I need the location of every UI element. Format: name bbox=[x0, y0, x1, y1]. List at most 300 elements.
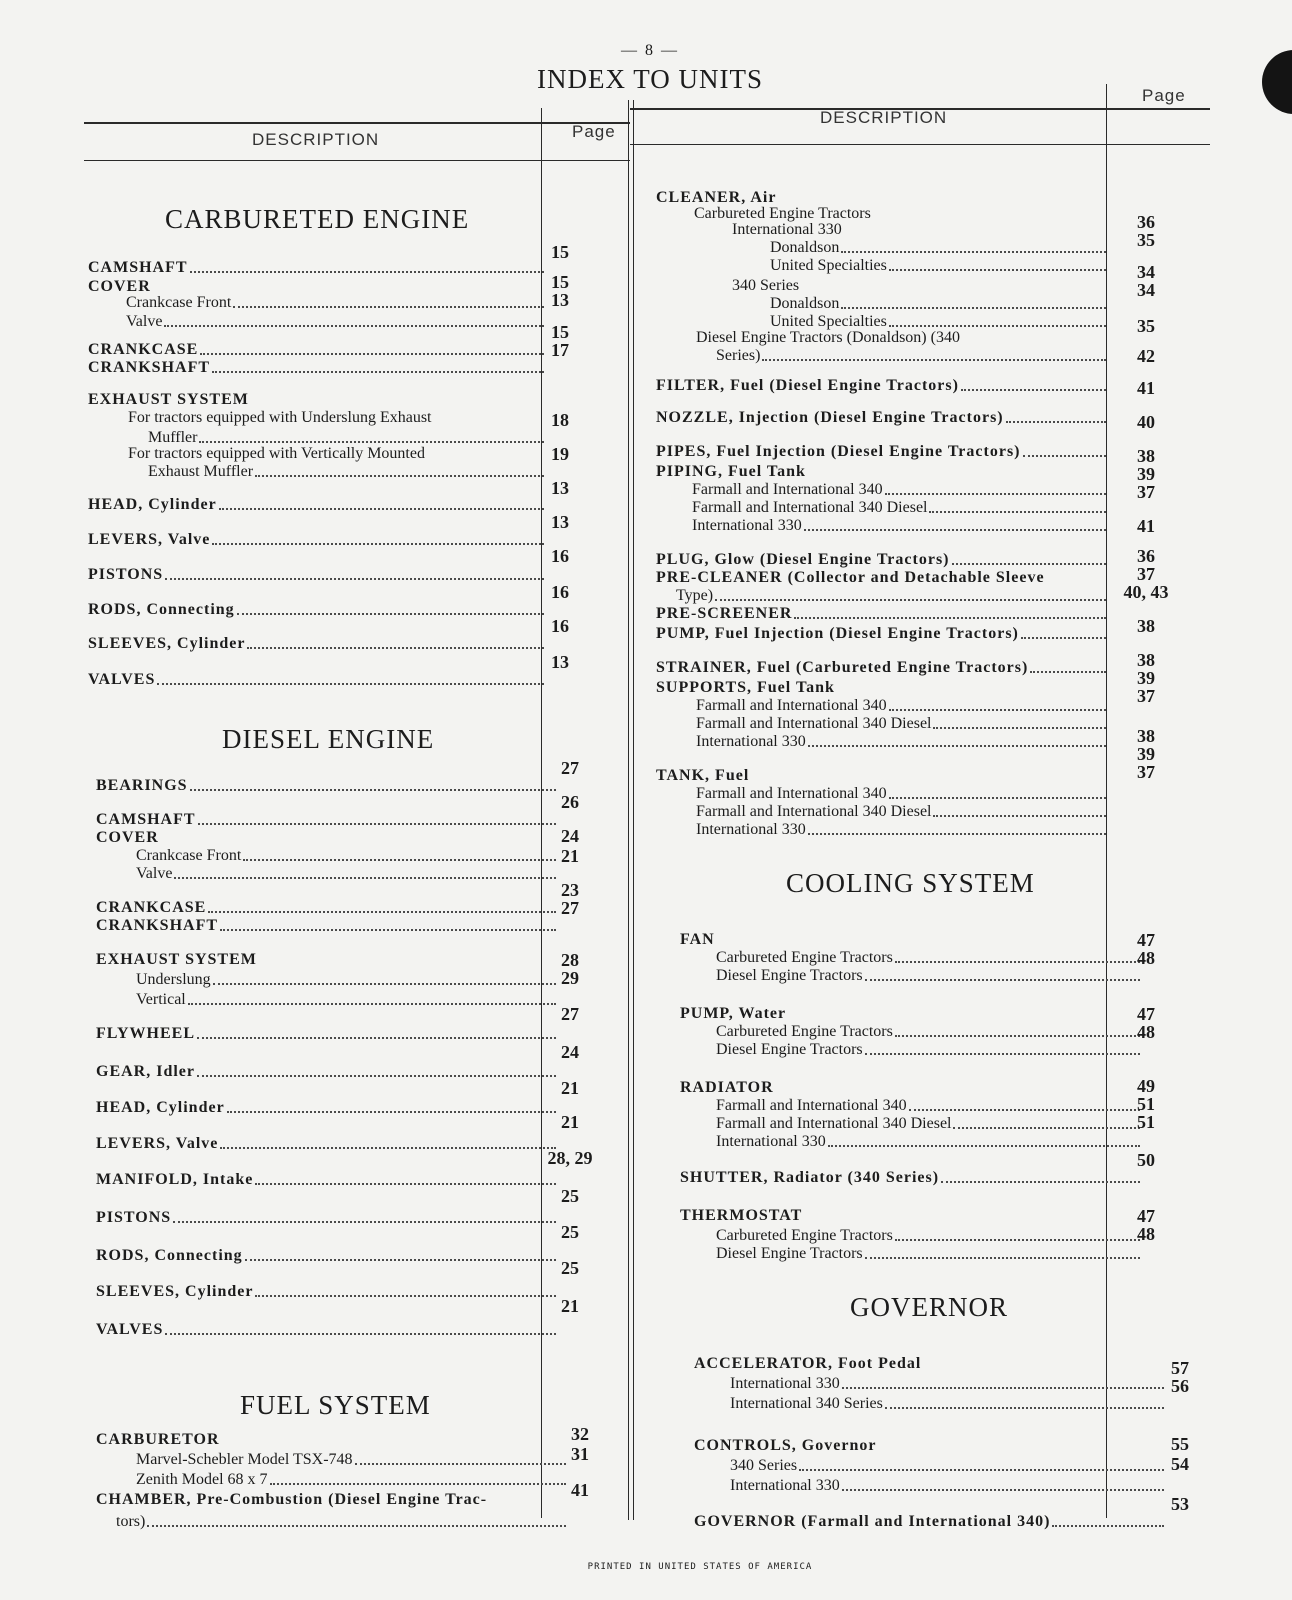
index-entry-label: Farmall and International 340 Diesel bbox=[696, 715, 932, 732]
index-entry-page: 13 bbox=[551, 478, 569, 498]
dot-leader bbox=[889, 796, 1106, 799]
index-entry bbox=[692, 480, 1106, 500]
index-entry-label: EXHAUST SYSTEM bbox=[96, 951, 257, 968]
index-entry-label: VALVES bbox=[96, 1321, 164, 1338]
index-entry bbox=[88, 358, 544, 378]
index-entry-label: Crankcase Front bbox=[126, 294, 232, 311]
index-entry-label: For tractors equipped with Underslung Exhaust bbox=[128, 409, 432, 426]
index-entry-label: FAN bbox=[680, 931, 715, 948]
index-entry-page: 37 bbox=[1137, 686, 1155, 706]
dot-leader bbox=[245, 1258, 556, 1261]
index-entry bbox=[730, 1456, 1164, 1476]
index-entry-label: NOZZLE, Injection (Diesel Engine Tractors) bbox=[656, 409, 1004, 426]
index-entry bbox=[730, 1394, 1164, 1414]
index-entry-label: Donaldson bbox=[770, 295, 840, 312]
index-entry bbox=[88, 634, 544, 654]
index-entry-page: 49 bbox=[1137, 1076, 1155, 1096]
index-entry bbox=[696, 820, 1106, 840]
printed-in-footer: PRINTED IN UNITED STATES OF AMERICA bbox=[587, 1562, 813, 1572]
dot-leader bbox=[190, 270, 544, 273]
index-entry-label: International 330 bbox=[696, 821, 806, 838]
index-entry-label: Valve bbox=[136, 865, 173, 882]
index-entry-label: Farmall and International 340 Diesel bbox=[716, 1115, 952, 1132]
dot-leader bbox=[190, 788, 556, 791]
index-entry-label: Valve bbox=[126, 313, 163, 330]
index-entry-page: 16 bbox=[551, 616, 569, 636]
index-entry-label: COVER bbox=[88, 278, 151, 295]
index-entry bbox=[96, 1062, 556, 1082]
dot-leader bbox=[885, 492, 1106, 495]
index-entry-page: 37 bbox=[1137, 762, 1155, 782]
index-entry bbox=[96, 1170, 556, 1190]
dot-leader bbox=[715, 598, 1106, 601]
dot-leader bbox=[929, 510, 1106, 513]
index-entry-label: Series) bbox=[716, 347, 761, 364]
index-entry-label: PLUG, Glow (Diesel Engine Tractors) bbox=[656, 551, 950, 568]
index-entry-label: International 330 bbox=[732, 221, 842, 238]
index-entry-label: HEAD, Cylinder bbox=[96, 1099, 225, 1116]
index-entry-label: ACCELERATOR, Foot Pedal bbox=[694, 1355, 922, 1372]
index-entry-label: RADIATOR bbox=[680, 1079, 774, 1096]
index-entry-label: GOVERNOR (Farmall and International 340) bbox=[694, 1513, 1051, 1530]
index-entry bbox=[136, 1450, 566, 1470]
dot-leader bbox=[885, 1406, 1164, 1409]
index-entry-label: CHAMBER, Pre-Combustion (Diesel Engine Trac- bbox=[96, 1491, 488, 1508]
index-entry bbox=[96, 776, 556, 796]
section-heading-governor: GOVERNOR bbox=[850, 1292, 1009, 1322]
index-entry-page: 36 bbox=[1137, 546, 1155, 566]
dot-leader bbox=[270, 1482, 566, 1485]
index-entry-label: International 330 bbox=[730, 1375, 840, 1392]
dot-leader bbox=[961, 388, 1106, 391]
index-entry-label: Farmall and International 340 bbox=[716, 1097, 907, 1114]
index-entry bbox=[96, 828, 556, 848]
index-entry-label: Diesel Engine Tractors bbox=[716, 1245, 863, 1262]
index-entry bbox=[696, 714, 1106, 734]
index-entry bbox=[96, 1134, 556, 1154]
index-entry bbox=[656, 408, 1106, 428]
index-entry bbox=[692, 498, 1106, 518]
index-entry-label: International 330 bbox=[696, 733, 806, 750]
dot-leader bbox=[1021, 636, 1106, 639]
index-entry bbox=[96, 1098, 556, 1118]
index-entry bbox=[88, 565, 544, 585]
index-entry bbox=[716, 1040, 1140, 1060]
index-entry-page: 41 bbox=[1137, 378, 1155, 398]
subheader-rule-right bbox=[630, 144, 1210, 145]
index-entry bbox=[136, 970, 556, 990]
index-entry-page: 19 bbox=[551, 444, 569, 464]
index-entry bbox=[692, 516, 1106, 536]
index-entry bbox=[656, 442, 1106, 462]
index-entry-page: 47 bbox=[1137, 930, 1155, 950]
index-entry bbox=[126, 293, 544, 313]
index-entry-page: 25 bbox=[561, 1186, 579, 1206]
dot-leader bbox=[1023, 454, 1107, 457]
index-entry bbox=[732, 220, 1106, 240]
index-entry-label: PIPES, Fuel Injection (Diesel Engine Tractors) bbox=[656, 443, 1021, 460]
index-entry bbox=[716, 1096, 1140, 1116]
index-entry-label: PUMP, Water bbox=[680, 1005, 787, 1022]
index-entry-page: 39 bbox=[1137, 744, 1155, 764]
dot-leader bbox=[157, 682, 544, 685]
index-entry bbox=[770, 238, 1106, 258]
index-entry-label: TANK, Fuel bbox=[656, 767, 750, 784]
index-entry-page: 31 bbox=[571, 1444, 589, 1464]
index-entry bbox=[694, 1436, 1164, 1456]
index-entry-page: 21 bbox=[561, 1296, 579, 1316]
index-entry bbox=[96, 950, 556, 970]
index-entry-page: 25 bbox=[561, 1222, 579, 1242]
section-heading-diesel-engine: DIESEL ENGINE bbox=[222, 724, 435, 754]
index-entry-label: BEARINGS bbox=[96, 777, 188, 794]
index-entry bbox=[696, 802, 1106, 822]
index-entry bbox=[88, 670, 544, 690]
index-entry-page: 37 bbox=[1137, 564, 1155, 584]
index-entry-page: 38 bbox=[1137, 650, 1155, 670]
index-entry bbox=[656, 624, 1106, 644]
index-entry bbox=[680, 1168, 1140, 1188]
dot-leader bbox=[197, 1036, 556, 1039]
dot-leader bbox=[255, 474, 544, 477]
index-entry-page: 47 bbox=[1137, 1004, 1155, 1024]
index-entry bbox=[656, 462, 1106, 482]
index-entry bbox=[136, 990, 556, 1010]
index-entry-page: 15 bbox=[551, 242, 569, 262]
index-entry-label: United Specialties bbox=[770, 313, 887, 330]
section-heading-cooling-system: COOLING SYSTEM bbox=[786, 868, 1035, 898]
index-entry-label: Carbureted Engine Tractors bbox=[716, 1023, 893, 1040]
index-entry-label: PUMP, Fuel Injection (Diesel Engine Tractors) bbox=[656, 625, 1019, 642]
index-entry-label: GEAR, Idler bbox=[96, 1063, 195, 1080]
index-entry-page: 23 bbox=[561, 880, 579, 900]
dot-leader bbox=[220, 1146, 556, 1149]
description-header-right: DESCRIPTION bbox=[820, 108, 948, 127]
dot-leader bbox=[243, 858, 556, 861]
index-entry-label: PISTONS bbox=[96, 1209, 172, 1226]
index-entry bbox=[716, 1244, 1140, 1264]
index-entry-page: 26 bbox=[561, 792, 579, 812]
index-entry-label: Farmall and International 340 Diesel bbox=[692, 499, 928, 516]
index-entry bbox=[656, 766, 1106, 786]
index-entry bbox=[716, 346, 1106, 366]
index-entry bbox=[116, 1512, 566, 1532]
index-entry-page: 34 bbox=[1137, 280, 1155, 300]
index-entry-page: 56 bbox=[1171, 1376, 1189, 1396]
index-entry-page: 35 bbox=[1137, 316, 1155, 336]
index-entry bbox=[126, 312, 544, 332]
index-entry-label: CRANKCASE bbox=[96, 899, 207, 916]
index-entry bbox=[680, 1004, 1140, 1024]
index-entry-label: FLYWHEEL bbox=[96, 1025, 195, 1042]
index-entry bbox=[696, 328, 1106, 348]
dot-leader bbox=[233, 305, 544, 308]
index-entry bbox=[676, 586, 1106, 606]
index-entry-label: Donaldson bbox=[770, 239, 840, 256]
dot-leader bbox=[212, 542, 544, 545]
index-entry-label: tors) bbox=[116, 1513, 146, 1530]
center-divider-a bbox=[628, 100, 629, 1520]
dot-leader bbox=[1052, 1524, 1164, 1527]
index-entry-page: 16 bbox=[551, 582, 569, 602]
dot-leader bbox=[1030, 670, 1106, 673]
dot-leader bbox=[199, 440, 544, 443]
dot-leader bbox=[889, 268, 1106, 271]
index-entry-label: Vertical bbox=[136, 991, 186, 1008]
index-entry bbox=[128, 444, 544, 464]
index-entry bbox=[656, 376, 1106, 396]
index-entry-page: 16 bbox=[551, 546, 569, 566]
index-entry-label: SLEEVES, Cylinder bbox=[88, 635, 246, 652]
index-entry-label: CRANKSHAFT bbox=[88, 359, 211, 376]
index-entry-label: Farmall and International 340 bbox=[692, 481, 883, 498]
index-entry-page: 38 bbox=[1137, 726, 1155, 746]
page-number: — 8 — bbox=[621, 42, 679, 59]
index-entry-page: 25 bbox=[561, 1258, 579, 1278]
index-entry bbox=[96, 1490, 566, 1510]
index-entry-page: 41 bbox=[571, 1480, 589, 1500]
index-entry bbox=[136, 864, 556, 884]
index-entry bbox=[88, 340, 544, 360]
index-entry-label: PIPING, Fuel Tank bbox=[656, 463, 806, 480]
subheader-rule-left bbox=[84, 160, 630, 161]
index-entry-page: 40, 43 bbox=[1123, 582, 1169, 602]
index-entry-label: THERMOSTAT bbox=[680, 1207, 803, 1224]
index-entry bbox=[680, 1206, 1140, 1226]
punch-hole bbox=[1262, 50, 1292, 114]
index-entry-page: 54 bbox=[1171, 1454, 1189, 1474]
index-entry bbox=[88, 600, 544, 620]
dot-leader bbox=[1006, 420, 1106, 423]
index-entry-page: 47 bbox=[1137, 1206, 1155, 1226]
index-entry bbox=[136, 1470, 566, 1490]
index-entry bbox=[770, 256, 1106, 276]
dot-leader bbox=[255, 1182, 556, 1185]
dot-leader bbox=[165, 1332, 556, 1335]
index-entry-label: Farmall and International 340 bbox=[696, 697, 887, 714]
dot-leader bbox=[237, 612, 544, 615]
dot-leader bbox=[828, 1144, 1140, 1147]
header-rule-left bbox=[84, 122, 630, 124]
index-entry bbox=[88, 258, 544, 278]
index-entry-label: CRANKSHAFT bbox=[96, 917, 219, 934]
index-entry bbox=[96, 1246, 556, 1266]
index-entry bbox=[656, 568, 1106, 588]
index-entry-page: 27 bbox=[561, 758, 579, 778]
dot-leader bbox=[865, 978, 1140, 981]
dot-leader bbox=[197, 1074, 556, 1077]
index-entry-page: 27 bbox=[561, 1004, 579, 1024]
index-entry-page: 21 bbox=[561, 1078, 579, 1098]
index-entry bbox=[96, 1282, 556, 1302]
index-entry-page: 40 bbox=[1137, 412, 1155, 432]
index-entry-label: COVER bbox=[96, 829, 159, 846]
index-entry-page: 13 bbox=[551, 512, 569, 532]
dot-leader bbox=[941, 1180, 1140, 1183]
index-entry-label: Farmall and International 340 bbox=[696, 785, 887, 802]
index-entry-page: 38 bbox=[1137, 446, 1155, 466]
index-entry-page: 39 bbox=[1137, 668, 1155, 688]
index-entry-label: HEAD, Cylinder bbox=[88, 496, 217, 513]
dot-leader bbox=[247, 646, 544, 649]
dot-leader bbox=[933, 814, 1106, 817]
index-entry bbox=[148, 462, 544, 482]
index-entry bbox=[716, 1022, 1140, 1042]
dot-leader bbox=[808, 744, 1106, 747]
dot-leader bbox=[865, 1052, 1140, 1055]
dot-leader bbox=[842, 1386, 1164, 1389]
index-entry-page: 18 bbox=[551, 410, 569, 430]
index-entry-label: SHUTTER, Radiator (340 Series) bbox=[680, 1169, 940, 1186]
index-entry-page: 57 bbox=[1171, 1358, 1189, 1378]
index-entry bbox=[680, 1078, 1140, 1098]
page-header-right: Page bbox=[1142, 86, 1186, 105]
index-entry bbox=[696, 784, 1106, 804]
dot-leader bbox=[804, 528, 1106, 531]
index-entry bbox=[656, 658, 1106, 678]
index-entry-page: 48 bbox=[1137, 1224, 1155, 1244]
index-entry-label: Diesel Engine Tractors (Donaldson) (340 bbox=[696, 329, 960, 346]
dot-leader bbox=[889, 324, 1106, 327]
index-entry-page: 51 bbox=[1137, 1094, 1155, 1114]
index-entry bbox=[96, 898, 556, 918]
index-entry bbox=[680, 930, 1140, 950]
index-entry bbox=[96, 1208, 556, 1228]
dot-leader bbox=[255, 1294, 556, 1297]
index-entry-label: LEVERS, Valve bbox=[88, 531, 211, 548]
index-entry bbox=[730, 1374, 1164, 1394]
index-entry-label: Carbureted Engine Tractors bbox=[694, 205, 871, 222]
dot-leader bbox=[208, 910, 556, 913]
index-entry-label: Carbureted Engine Tractors bbox=[716, 949, 893, 966]
index-entry bbox=[88, 530, 544, 550]
page-title: INDEX TO UNITS bbox=[537, 64, 763, 94]
index-entry bbox=[96, 1024, 556, 1044]
section-heading-carbureted-engine: CARBURETED ENGINE bbox=[165, 204, 470, 234]
index-entry-label: CONTROLS, Governor bbox=[694, 1437, 877, 1454]
index-entry-label: Diesel Engine Tractors bbox=[716, 967, 863, 984]
index-entry-label: SUPPORTS, Fuel Tank bbox=[656, 679, 835, 696]
dot-leader bbox=[147, 1524, 566, 1527]
index-entry-label: VALVES bbox=[88, 671, 156, 688]
index-entry-label: CAMSHAFT bbox=[96, 811, 196, 828]
index-entry-label: MANIFOLD, Intake bbox=[96, 1171, 254, 1188]
index-entry-page: 53 bbox=[1171, 1494, 1189, 1514]
index-entry-label: PRE-CLEANER (Collector and Detachable Sleeve bbox=[656, 569, 1045, 586]
dot-leader bbox=[212, 370, 544, 373]
index-entry-page: 42 bbox=[1137, 346, 1155, 366]
index-entry-label: EXHAUST SYSTEM bbox=[88, 391, 249, 408]
dot-leader bbox=[173, 1220, 556, 1223]
index-entry bbox=[656, 550, 1106, 570]
index-entry-label: PRE-SCREENER bbox=[656, 605, 793, 622]
index-entry-page: 36 bbox=[1137, 212, 1155, 232]
index-entry-page: 41 bbox=[1137, 516, 1155, 536]
index-entry bbox=[96, 1430, 566, 1450]
index-entry bbox=[716, 1114, 1140, 1134]
index-entry-page: 15 bbox=[551, 322, 569, 342]
dot-leader bbox=[219, 507, 544, 510]
index-entry-page: 13 bbox=[551, 652, 569, 672]
index-entry-page: 48 bbox=[1137, 1022, 1155, 1042]
index-entry bbox=[88, 390, 544, 410]
dot-leader bbox=[799, 1468, 1164, 1471]
page-header-left: Page bbox=[572, 122, 616, 141]
index-entry-label: United Specialties bbox=[770, 257, 887, 274]
index-entry-page: 27 bbox=[561, 898, 579, 918]
index-entry bbox=[96, 916, 556, 936]
index-entry bbox=[96, 810, 556, 830]
dot-leader bbox=[841, 306, 1106, 309]
dot-leader bbox=[165, 577, 544, 580]
index-entry-label: International 330 bbox=[716, 1133, 826, 1150]
dot-leader bbox=[841, 250, 1106, 253]
index-entry-label: Diesel Engine Tractors bbox=[716, 1041, 863, 1058]
index-entry-label: CAMSHAFT bbox=[88, 259, 188, 276]
index-entry bbox=[716, 1132, 1140, 1152]
index-entry-label: Muffler bbox=[148, 429, 198, 446]
index-entry-page: 13 bbox=[551, 290, 569, 310]
dot-leader bbox=[808, 832, 1106, 835]
dot-leader bbox=[213, 982, 556, 985]
dot-leader bbox=[227, 1110, 556, 1113]
index-entry bbox=[694, 1354, 1164, 1374]
index-entry-label: 340 Series bbox=[732, 277, 800, 294]
index-entry-label: SLEEVES, Cylinder bbox=[96, 1283, 254, 1300]
index-entry bbox=[694, 1512, 1164, 1532]
dot-leader bbox=[933, 726, 1106, 729]
index-entry-label: Crankcase Front bbox=[136, 847, 242, 864]
index-entry-label: Farmall and International 340 Diesel bbox=[696, 803, 932, 820]
index-entry-page: 24 bbox=[561, 826, 579, 846]
index-entry-page: 34 bbox=[1137, 262, 1155, 282]
index-entry-page: 21 bbox=[561, 846, 579, 866]
index-entry-page: 51 bbox=[1137, 1112, 1155, 1132]
index-entry bbox=[128, 408, 544, 428]
index-entry-page: 17 bbox=[551, 340, 569, 360]
dot-leader bbox=[164, 324, 544, 327]
dot-leader bbox=[952, 562, 1107, 565]
index-entry-label: Underslung bbox=[136, 971, 211, 988]
index-entry-label: FILTER, Fuel (Diesel Engine Tractors) bbox=[656, 377, 959, 394]
index-entry-label: Zenith Model 68 x 7 bbox=[136, 1471, 268, 1488]
index-entry-label: International 340 Series bbox=[730, 1395, 883, 1412]
index-entry-label: PISTONS bbox=[88, 566, 164, 583]
index-entry bbox=[716, 966, 1140, 986]
dot-leader bbox=[842, 1488, 1164, 1491]
dot-leader bbox=[865, 1256, 1140, 1259]
index-entry bbox=[732, 276, 1106, 296]
center-divider-b bbox=[633, 100, 634, 1520]
section-heading-fuel-system: FUEL SYSTEM bbox=[240, 1390, 431, 1420]
index-entry-label: Marvel-Schebler Model TSX-748 bbox=[136, 1451, 353, 1468]
dot-leader bbox=[200, 352, 544, 355]
index-entry bbox=[656, 678, 1106, 698]
index-entry-label: For tractors equipped with Vertically Mounted bbox=[128, 445, 425, 462]
index-entry-page: 35 bbox=[1137, 230, 1155, 250]
index-entry bbox=[136, 846, 556, 866]
index-entry bbox=[88, 495, 544, 515]
index-entry-page: 50 bbox=[1137, 1150, 1155, 1170]
index-entry-page: 32 bbox=[571, 1424, 589, 1444]
index-entry-label: CRANKCASE bbox=[88, 341, 199, 358]
index-entry-label: RODS, Connecting bbox=[88, 601, 235, 618]
index-entry bbox=[716, 948, 1140, 968]
index-entry bbox=[696, 696, 1106, 716]
dot-leader bbox=[198, 822, 556, 825]
index-entry-label: CARBURETOR bbox=[96, 1431, 220, 1448]
index-entry-label: 340 Series bbox=[730, 1457, 798, 1474]
